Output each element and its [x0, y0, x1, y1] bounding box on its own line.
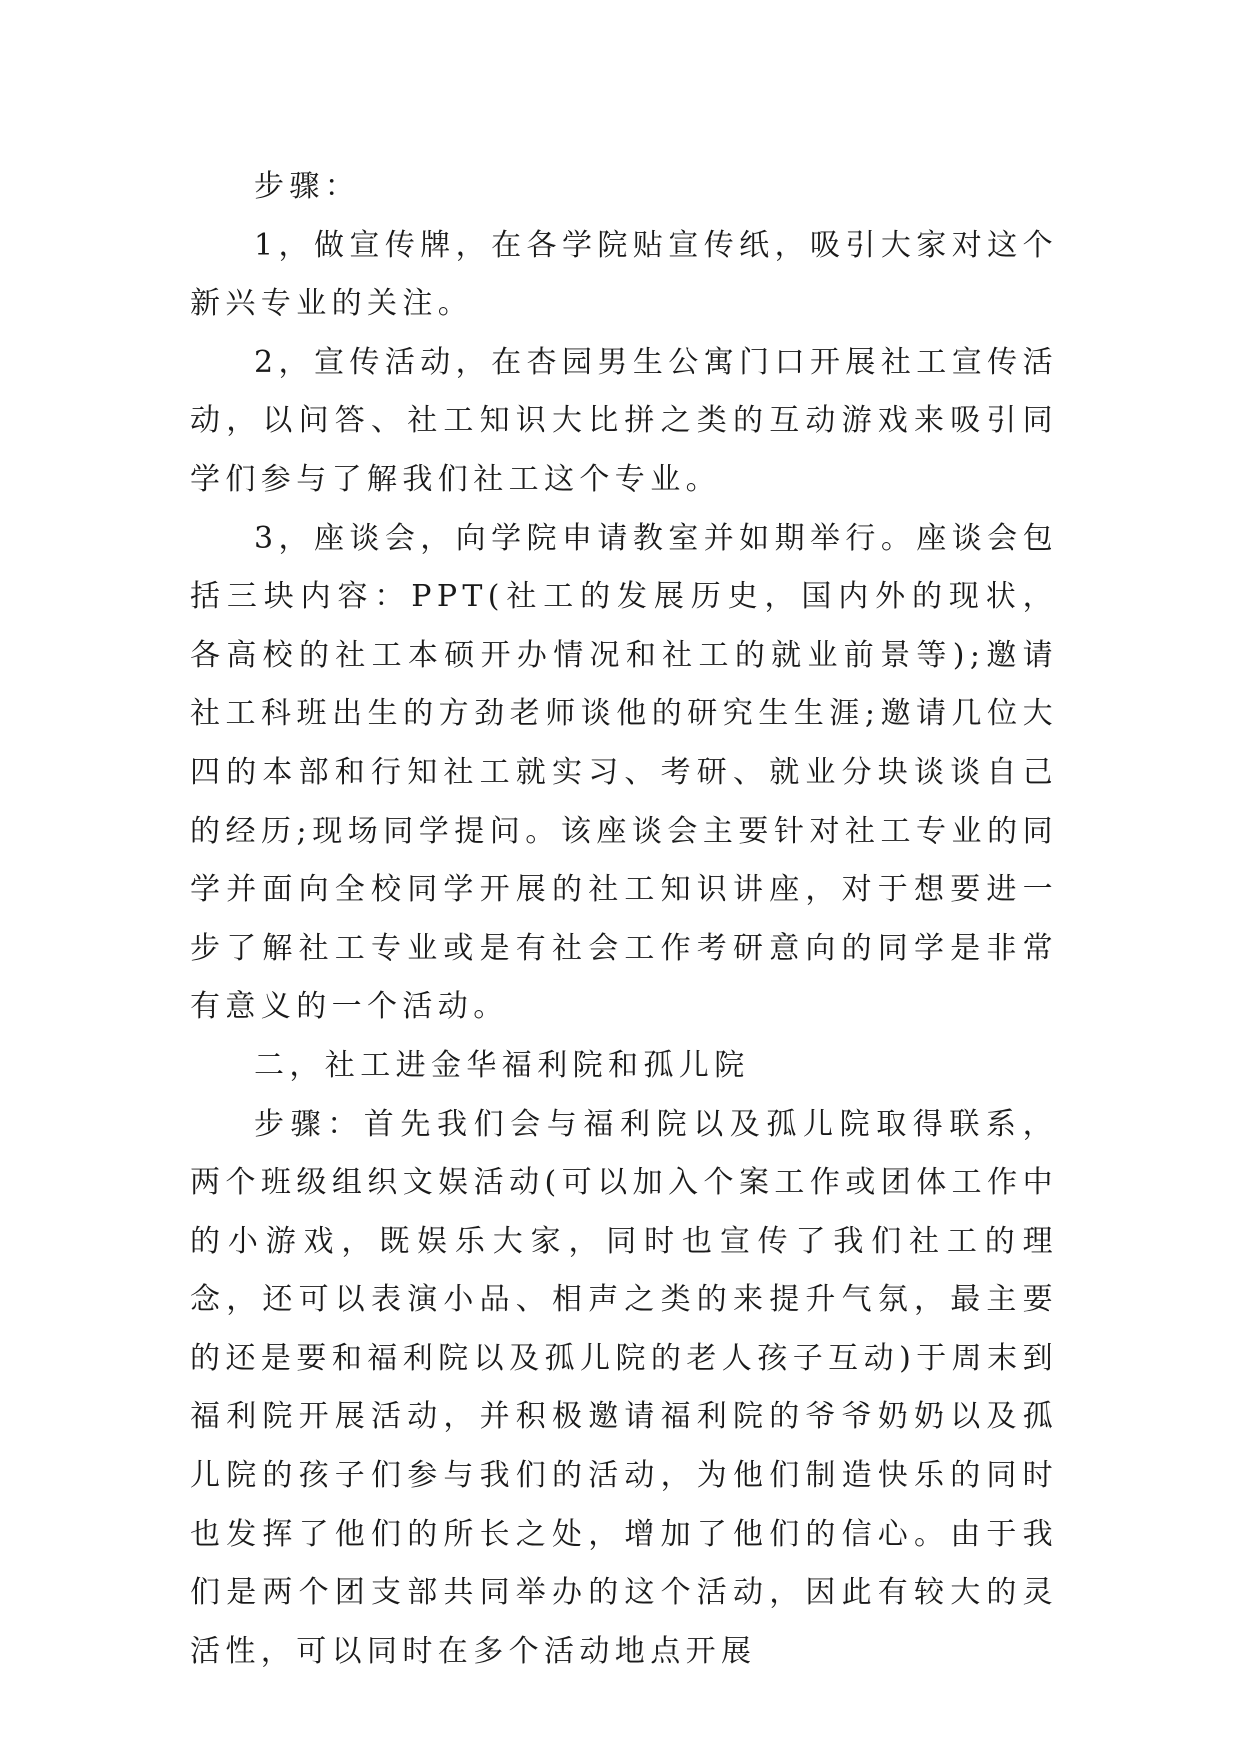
paragraph-welfare-steps: 步骤：首先我们会与福利院以及孤儿院取得联系，两个班级组织文娱活动(可以加入个案工作或团体工作中的小游戏，既娱乐大家，同时也宣传了我们社工的理念，还可以表演小品、相声之类的来提升气氛，最主要的还是要和福利院以及孤儿院的老人孩子互动)于周末到福利院开展活动，并积极邀请福利院的爷爷奶奶以及孤儿院的孩子们参与我们的活动，为他们制造快乐的同时也发挥了他们的所长之处，增加了他们的信心。由于我们是两个团支部共同举办的这个活动，因此有较大的灵活性，可以同时在多个活动地点开展: [190, 1106, 1058, 1669]
document-page: [190, 158, 1058, 1681]
paragraph-step-2: 2，宣传活动，在杏园男生公寓门口开展社工宣传活动，以问答、社工知识大比拼之类的互动游戏来吸引同学们参与了解我们社工这个专业。: [190, 344, 1058, 497]
section-heading-welfare-visit: 二，社工进金华福利院和孤儿院: [254, 1047, 750, 1083]
paragraph-steps-heading: 步骤：: [254, 169, 361, 204]
paragraph-step-3: 3，座谈会，向学院申请教室并如期举行。座谈会包括三块内容：PPT(社工的发展历史，国内外的现状，各高校的社工本硕开办情况和社工的就业前景等);邀请社工科班出生的方劲老师谈他的研究生生涯;邀请几位大四的本部和行知社工就实习、考研、就业分块谈谈自己的经历;现场同学提问。该座谈会主要针对社工专业的同学并面向全校同学开展的社工知识讲座，对于想要进一步了解社工专业或是有社会工作考研意向的同学是非常有意义的一个活动。: [190, 520, 1058, 1025]
paragraph-step-1: 1，做宣传牌，在各学院贴宣传纸，吸引大家对这个新兴专业的关注。: [190, 227, 1058, 322]
